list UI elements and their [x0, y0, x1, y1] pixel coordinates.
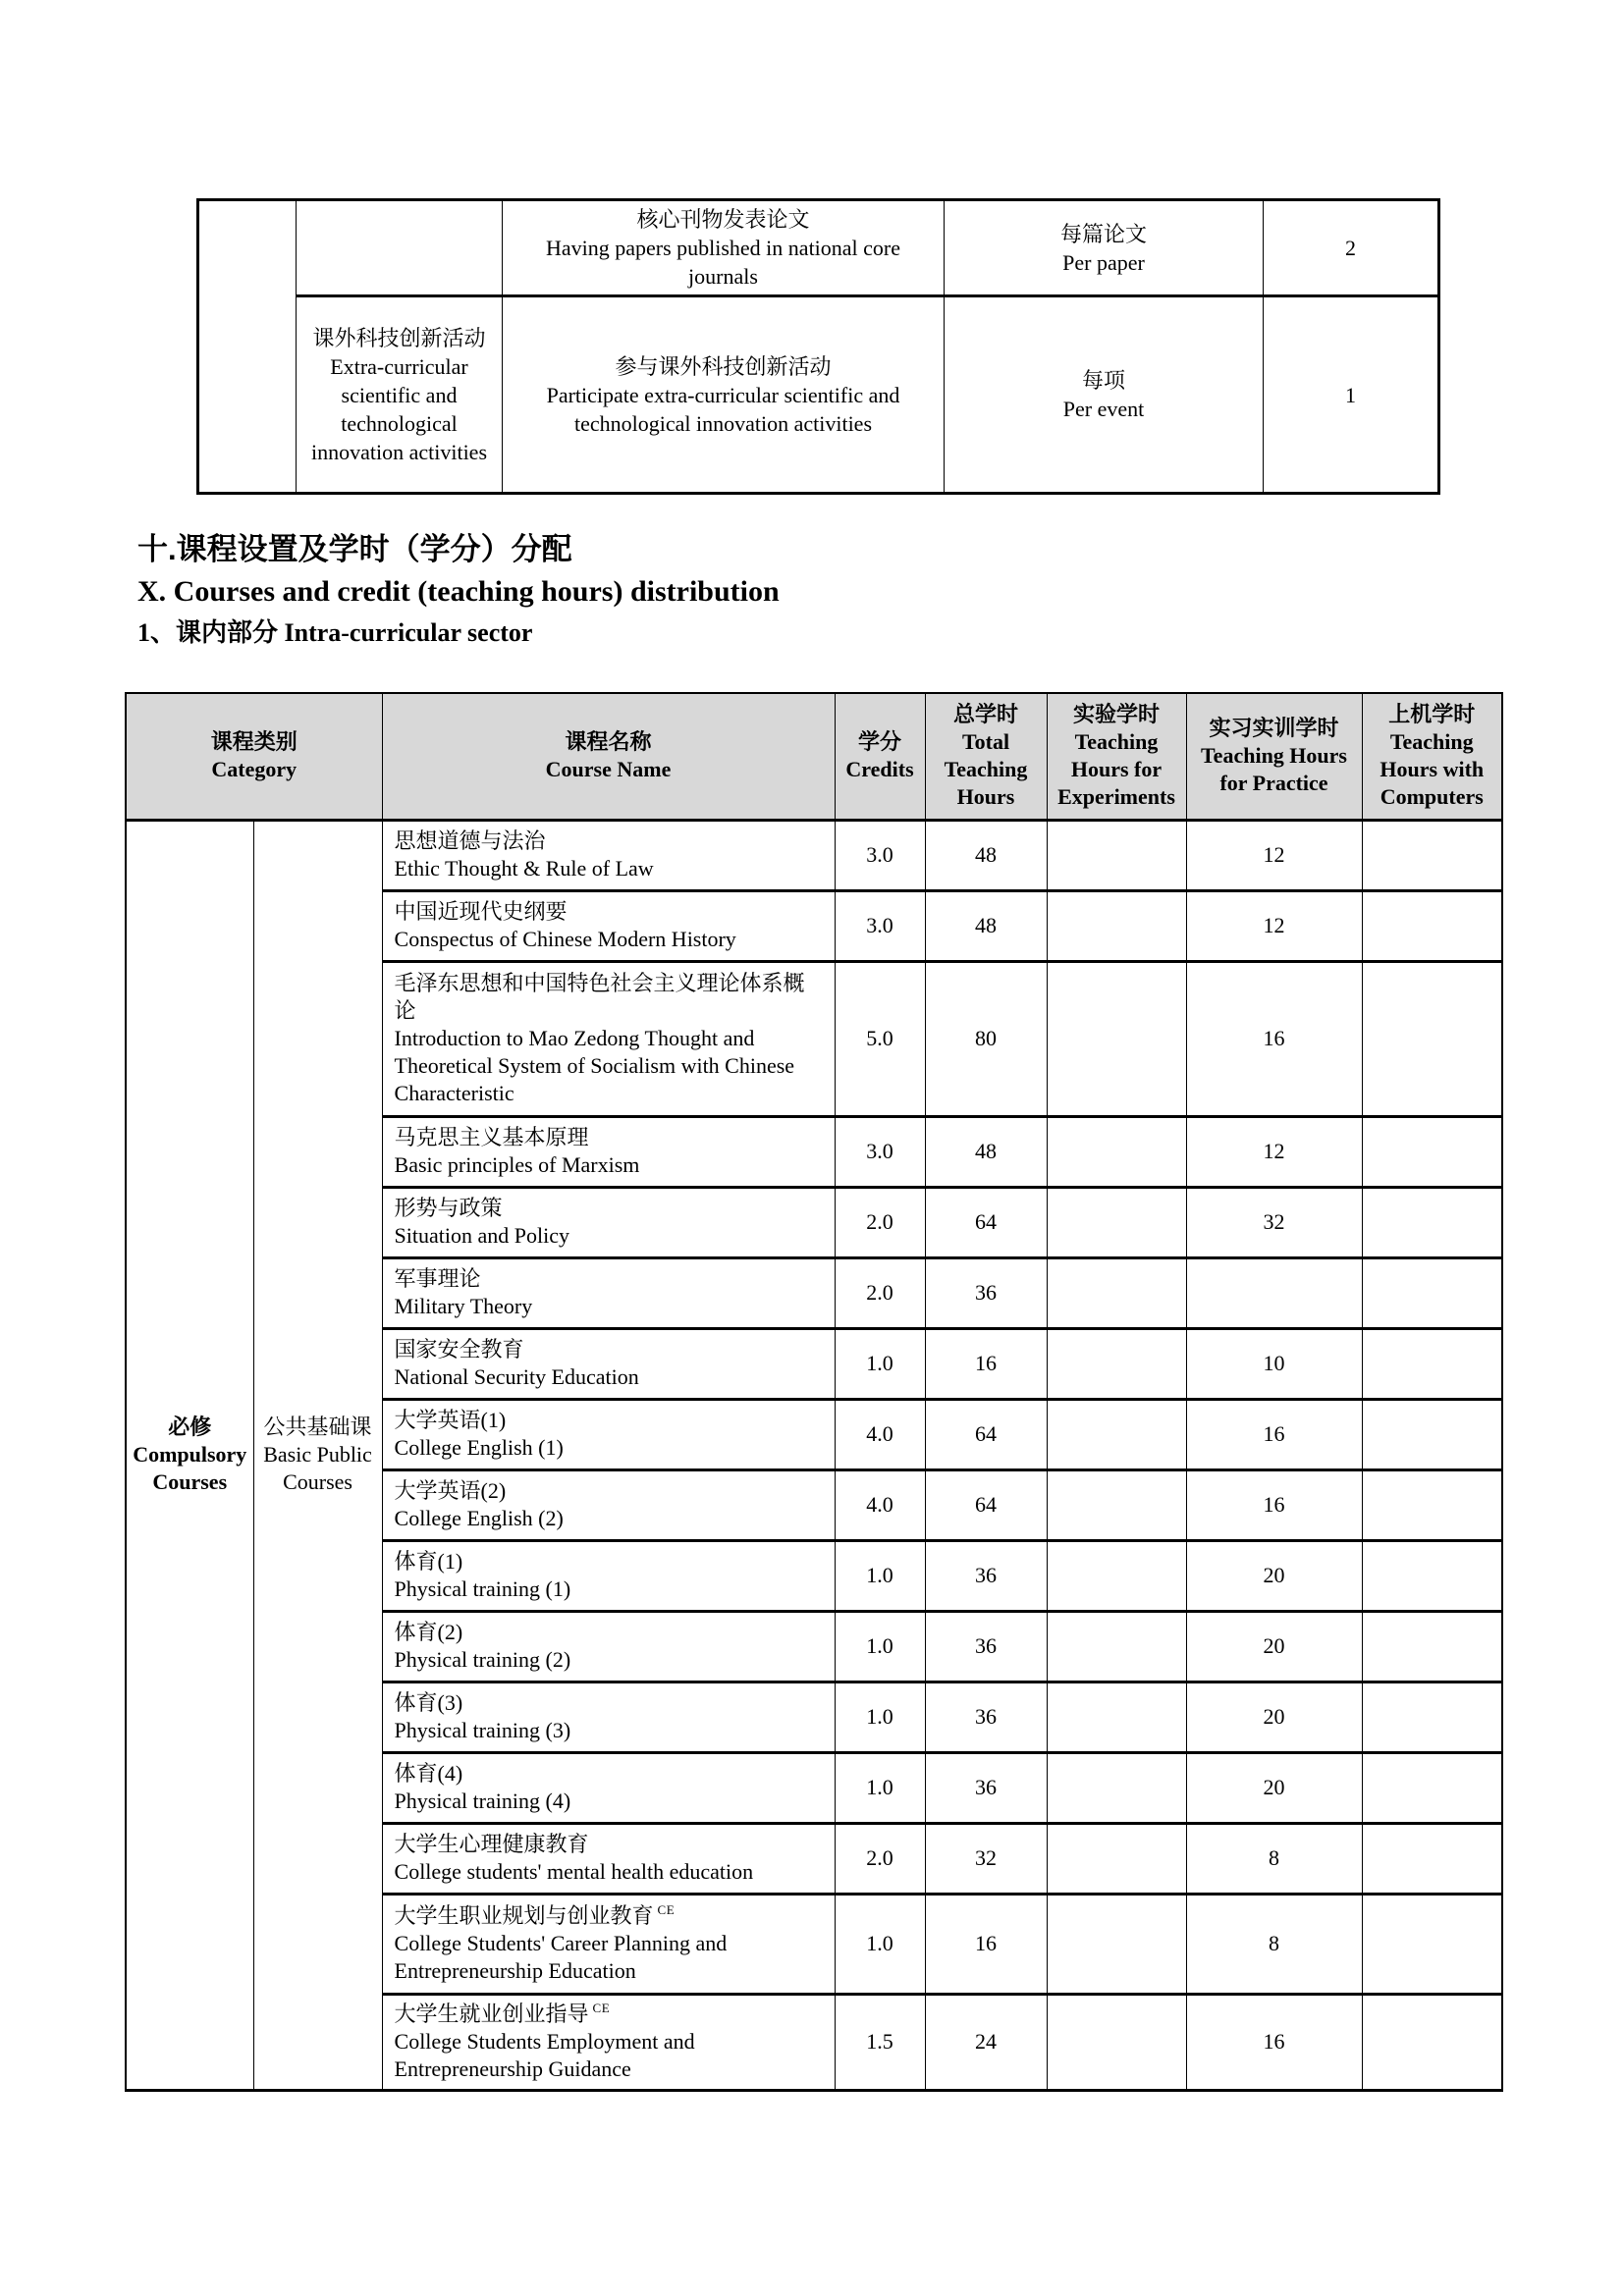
cell-total-hours: 32 [925, 1823, 1047, 1894]
header-zh: 实习实训学时 [1209, 716, 1339, 741]
section-title-en: X. Courses and credit (teaching hours) distribution [137, 574, 780, 608]
cell-experiment-hours [1047, 1540, 1186, 1611]
cell-course-name [382, 1611, 835, 1682]
subcategory-zh: 公共基础课 [263, 1414, 372, 1439]
cell-total-hours: 24 [925, 1994, 1047, 2090]
course-zh: 大学英语(1) [394, 1407, 507, 1432]
cell-total-hours: 48 [925, 1116, 1047, 1187]
cell-course-name [382, 820, 835, 890]
header-zh: 实验学时 [1073, 701, 1161, 726]
cell-credits: 1.0 [835, 1682, 925, 1752]
category-compulsory-courses [126, 820, 253, 2090]
cell-total-hours: 16 [925, 1894, 1047, 1994]
course-en: Conspectus of Chinese Modern History [394, 927, 736, 951]
course-zh: 大学生职业规划与创业教育 $^{CE}$ [394, 1902, 676, 1928]
header-en: Category [211, 757, 298, 782]
header-en: Total Teaching Hours [944, 729, 1028, 810]
cell-experiment-hours [1047, 1682, 1186, 1752]
cell-credits: 3.0 [835, 820, 925, 890]
header-en: Teaching Hours for Practice [1201, 743, 1347, 796]
course-zh: 大学英语(2) [394, 1477, 507, 1503]
unit-en: Per event [1062, 397, 1145, 422]
unit-en: Per paper [1062, 249, 1145, 275]
course-en: College English (1) [394, 1435, 564, 1460]
cell-practice-hours: 20 [1186, 1752, 1362, 1823]
cell-experiment-hours [1047, 1257, 1186, 1328]
course-zh: 思想道德与法治 [394, 828, 546, 853]
cell-computer-hours [1362, 1257, 1502, 1328]
cell-computer-hours [1362, 1469, 1502, 1540]
cell-category [297, 296, 503, 494]
course-en: College students' mental health education [394, 1859, 754, 1884]
course-zh: 国家安全教育 [394, 1336, 524, 1362]
category-zh: 课外科技创新活动 [312, 325, 486, 350]
description-zh: 参与课外科技创新活动 [615, 353, 832, 379]
cell-credits: 5.0 [835, 961, 925, 1116]
cell-credits: 1.0 [835, 1611, 925, 1682]
col-header-experiment-hours [1047, 693, 1186, 820]
cell-experiment-hours [1047, 1116, 1186, 1187]
cell-practice-hours: 20 [1186, 1540, 1362, 1611]
cell-experiment-hours [1047, 1823, 1186, 1894]
cell-course-name [382, 1469, 835, 1540]
course-zh: 中国近现代史纲要 [394, 898, 568, 924]
section-headings [137, 531, 780, 650]
cell-total-hours: 48 [925, 890, 1047, 961]
course-zh: 大学生就业创业指导 $^{CE}$ [394, 2001, 611, 2026]
bonus-credit-table [196, 198, 1440, 495]
cell-practice-hours: 16 [1186, 1469, 1362, 1540]
cell-practice-hours: 32 [1186, 1187, 1362, 1257]
table-row [126, 820, 1502, 890]
cell-description [503, 296, 945, 494]
cell-practice-hours: 16 [1186, 1994, 1362, 2090]
cell-total-hours: 36 [925, 1540, 1047, 1611]
cell-course-name [382, 1540, 835, 1611]
description-en: Having papers published in national core journals [545, 236, 901, 290]
cell-total-hours: 16 [925, 1328, 1047, 1399]
course-en: College Students Employment and Entrepreneurship Guidance [394, 2028, 695, 2082]
course-en: Introduction to Mao Zedong Thought and Theoretical System of Socialism with Chinese Characteristic [394, 1025, 795, 1106]
cell-description [503, 200, 945, 296]
cell-credits: 1.0 [835, 1894, 925, 1994]
cell-total-hours: 36 [925, 1752, 1047, 1823]
course-en: Physical training (4) [394, 1789, 571, 1813]
header-zh: 总学时 [953, 701, 1019, 726]
course-en: College English (2) [394, 1506, 564, 1530]
cell-credits: 3.0 [835, 890, 925, 961]
course-zh: 体育(3) [394, 1689, 463, 1715]
cell-experiment-hours [1047, 1752, 1186, 1823]
cell-credits: 1.5 [835, 1994, 925, 2090]
cell-total-hours: 36 [925, 1257, 1047, 1328]
cell-score: 1 [1264, 296, 1439, 494]
header-zh: 学分 [858, 729, 902, 755]
cell-computer-hours [1362, 1399, 1502, 1469]
cell-computer-hours [1362, 1682, 1502, 1752]
cell-credits: 2.0 [835, 1187, 925, 1257]
cell-computer-hours [1362, 820, 1502, 890]
course-en: Ethic Thought & Rule of Law [394, 856, 654, 881]
course-en: Situation and Policy [394, 1223, 569, 1248]
cell-practice-hours: 10 [1186, 1328, 1362, 1399]
cell-total-hours: 36 [925, 1611, 1047, 1682]
course-zh: 毛泽东思想和中国特色社会主义理论体系概论 [394, 970, 805, 1023]
section-subtitle: 1、课内部分 Intra-curricular sector [137, 618, 533, 648]
cell-computer-hours [1362, 1894, 1502, 1994]
course-en: College Students' Career Planning and Entrepreneurship Education [394, 1930, 728, 1984]
cell-computer-hours [1362, 1752, 1502, 1823]
course-zh: 体育(1) [394, 1548, 463, 1574]
cell-practice-hours: 16 [1186, 961, 1362, 1116]
cell-credits: 4.0 [835, 1469, 925, 1540]
cell-empty-left [198, 200, 297, 494]
cell-course-name [382, 1994, 835, 2090]
subcategory-basic-public-courses [253, 820, 382, 2090]
cell-total-hours: 80 [925, 961, 1047, 1116]
subcategory-en: Basic Public Courses [263, 1441, 372, 1495]
cell-experiment-hours [1047, 1399, 1186, 1469]
cell-credits: 4.0 [835, 1399, 925, 1469]
cell-total-hours: 64 [925, 1399, 1047, 1469]
description-zh: 核心刊物发表论文 [636, 207, 810, 232]
category-zh: 必修 [168, 1414, 212, 1439]
cell-computer-hours [1362, 1611, 1502, 1682]
category-en: Extra-curricular scientific and technological innovation activities [310, 353, 488, 464]
cell-course-name [382, 1257, 835, 1328]
course-zh: 大学生心理健康教育 [394, 1831, 589, 1856]
table-row [198, 296, 1439, 494]
cell-course-name [382, 1682, 835, 1752]
cell-course-name [382, 1187, 835, 1257]
course-en: Basic principles of Marxism [394, 1152, 640, 1177]
cell-credits: 2.0 [835, 1823, 925, 1894]
cell-computer-hours [1362, 1540, 1502, 1611]
course-zh: 马克思主义基本原理 [394, 1124, 589, 1149]
cell-experiment-hours [1047, 890, 1186, 961]
cell-practice-hours: 20 [1186, 1682, 1362, 1752]
cell-total-hours: 64 [925, 1469, 1047, 1540]
cell-course-name [382, 1823, 835, 1894]
cell-computer-hours [1362, 1994, 1502, 2090]
cell-experiment-hours [1047, 961, 1186, 1116]
description-en: Participate extra-curricular scientific and technological innovation activities [546, 382, 900, 436]
cell-credits: 1.0 [835, 1328, 925, 1399]
header-zh: 课程类别 [210, 729, 298, 755]
header-zh: 上机学时 [1388, 701, 1476, 726]
cell-credits: 2.0 [835, 1257, 925, 1328]
header-en: Teaching Hours for Experiments [1057, 729, 1175, 810]
cell-experiment-hours [1047, 1611, 1186, 1682]
cell-total-hours: 64 [925, 1187, 1047, 1257]
course-zh: 体育(4) [394, 1760, 463, 1786]
cell-practice-hours: 12 [1186, 820, 1362, 890]
col-header-course [382, 693, 835, 820]
cell-computer-hours [1362, 1328, 1502, 1399]
cell-unit [945, 200, 1264, 296]
unit-zh: 每篇论文 [1059, 221, 1147, 246]
cell-practice-hours: 12 [1186, 1116, 1362, 1187]
course-zh: 形势与政策 [394, 1195, 503, 1220]
header-en: Course Name [545, 757, 672, 782]
cell-experiment-hours [1047, 1187, 1186, 1257]
cell-practice-hours: 16 [1186, 1399, 1362, 1469]
cell-experiment-hours [1047, 1328, 1186, 1399]
header-row [126, 693, 1502, 820]
cell-experiment-hours [1047, 1469, 1186, 1540]
header-zh: 课程名称 [565, 729, 652, 755]
course-en: Physical training (2) [394, 1647, 571, 1672]
cell-computer-hours [1362, 961, 1502, 1116]
cell-score: 2 [1264, 200, 1439, 296]
cell-course-name [382, 961, 835, 1116]
col-header-computer-hours [1362, 693, 1502, 820]
cell-computer-hours [1362, 1187, 1502, 1257]
course-en: Physical training (3) [394, 1718, 571, 1742]
col-header-credits [835, 693, 925, 820]
cell-total-hours: 36 [925, 1682, 1047, 1752]
course-zh: 体育(2) [394, 1619, 463, 1644]
course-en: National Security Education [394, 1364, 639, 1389]
header-en: Credits [845, 757, 914, 782]
cell-unit [945, 296, 1264, 494]
cell-practice-hours: 20 [1186, 1611, 1362, 1682]
cell-practice-hours: 8 [1186, 1823, 1362, 1894]
course-en: Military Theory [394, 1294, 533, 1318]
cell-computer-hours [1362, 1116, 1502, 1187]
cell-category [297, 200, 503, 296]
cell-course-name [382, 1116, 835, 1187]
header-en: Teaching Hours with Computers [1380, 729, 1485, 810]
cell-total-hours: 48 [925, 820, 1047, 890]
cell-practice-hours: 12 [1186, 890, 1362, 961]
col-header-total-hours [925, 693, 1047, 820]
cell-computer-hours [1362, 1823, 1502, 1894]
col-header-practice-hours [1186, 693, 1362, 820]
table-row [198, 200, 1439, 296]
course-en: Physical training (1) [394, 1576, 571, 1601]
cell-course-name [382, 1328, 835, 1399]
cell-practice-hours [1186, 1257, 1362, 1328]
cell-credits: 1.0 [835, 1752, 925, 1823]
cell-course-name [382, 1894, 835, 1994]
cell-experiment-hours [1047, 1994, 1186, 2090]
col-header-category [126, 693, 382, 820]
cell-course-name [382, 1752, 835, 1823]
cell-course-name [382, 890, 835, 961]
cell-practice-hours: 8 [1186, 1894, 1362, 1994]
section-title-zh: 十.课程设置及学时（学分）分配 [137, 532, 572, 566]
cell-experiment-hours [1047, 820, 1186, 890]
curriculum-table [125, 692, 1503, 2092]
unit-zh: 每项 [1081, 368, 1125, 394]
cell-experiment-hours [1047, 1894, 1186, 1994]
cell-credits: 3.0 [835, 1116, 925, 1187]
course-zh: 军事理论 [394, 1265, 481, 1291]
category-en: Compulsory Courses [133, 1441, 247, 1495]
cell-computer-hours [1362, 890, 1502, 961]
cell-course-name [382, 1399, 835, 1469]
cell-credits: 1.0 [835, 1540, 925, 1611]
